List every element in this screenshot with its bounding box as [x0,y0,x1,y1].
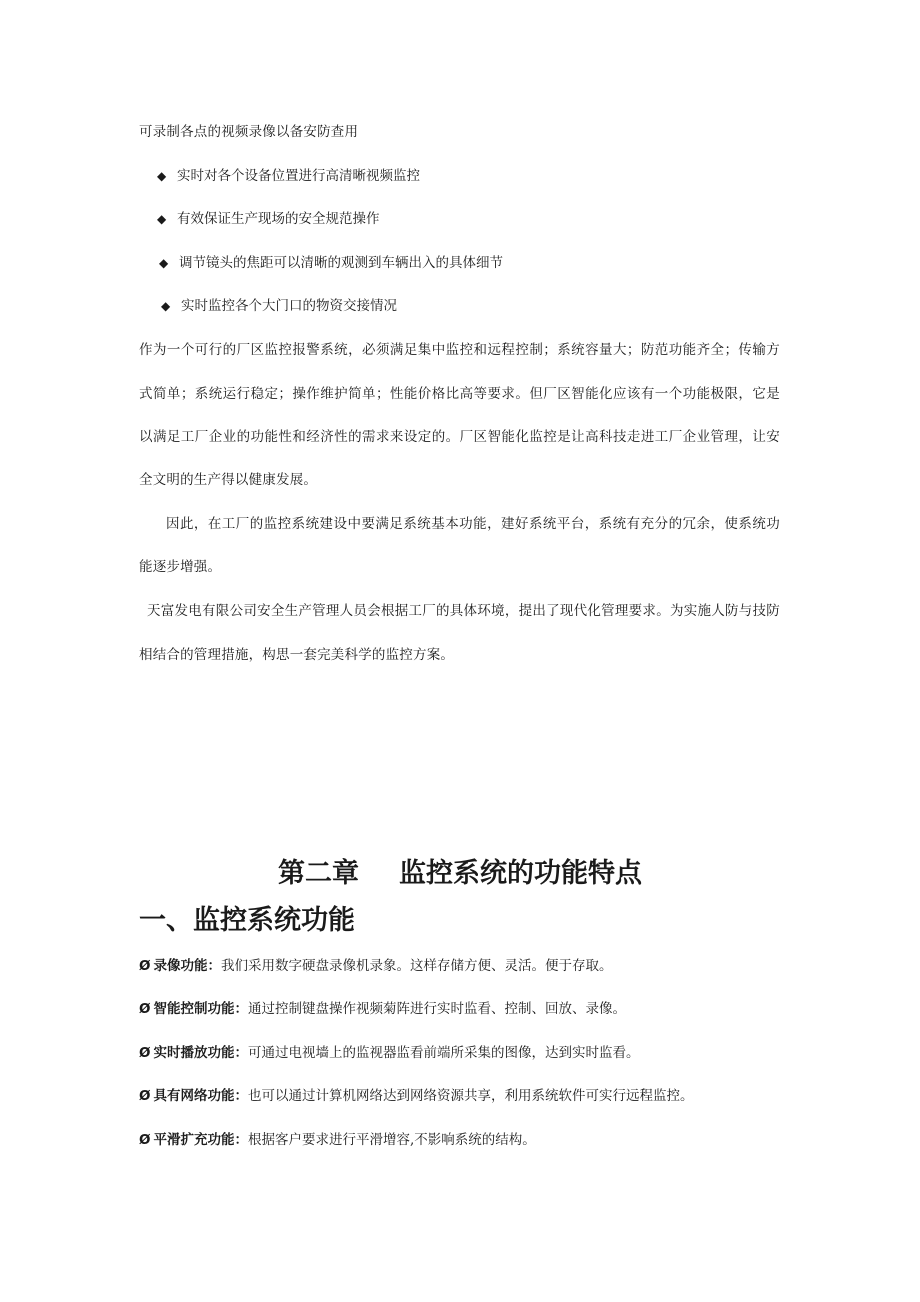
paragraph-1-line: 以满足工厂企业的功能性和经济性的需求来设定的。厂区智能化监控是让高科技走进工厂企业管理，让安 [139,429,780,445]
diamond-bullet-icon: ◆ [161,299,171,313]
feature-item [139,1043,639,1063]
arrow-bullet-icon: Ø [139,958,151,974]
feature-desc: 也可以通过计算机网络达到网络资源共享，利用系统软件可实行远程监控。 [247,1088,694,1104]
feature-name: 具有网络功能： [153,1088,248,1104]
chapter-number: 第二章 [278,858,359,889]
feature-desc: 通过控制键盘操作视频菊阵进行实时监看、控制、回放、录像。 [247,1001,626,1017]
paragraph-2-line: 能逐步增强。 [139,559,222,575]
section-heading: 一、监控系统功能 [139,905,355,936]
feature-desc: 可通过电视墙上的监视器监看前端所采集的图像，达到实时监看。 [247,1045,640,1061]
intro-line: 可录制各点的视频录像以备安防查用 [139,124,359,140]
paragraph-1-line: 全文明的生产得以健康发展。 [139,472,318,488]
diamond-bullet-icon: ◆ [159,256,169,270]
bullet-item [157,209,380,229]
feature-item [139,1086,693,1106]
paragraph-3-line: 天富发电有限公司安全生产管理人员会根据工厂的具体环境，提出了现代化管理要求。为实施人防与技防 [147,603,780,619]
paragraph-3-line: 相结合的管理措施，构思一套完美科学的监控方案。 [139,647,455,663]
feature-item [139,999,626,1019]
feature-desc: 根据客户要求进行平滑增容,不影响系统的结构。 [247,1132,536,1148]
feature-name: 实时播放功能： [153,1045,248,1061]
bullet-item [161,296,397,316]
bullet-text: 实时监控各个大门口的物资交接情况 [181,298,397,314]
bullet-item [159,253,503,273]
paragraph-2-line: 因此，在工厂的监控系统建设中要满足系统基本功能，建好系统平台，系统有充分的冗余，使系统功 [166,516,780,532]
arrow-bullet-icon: Ø [139,1001,151,1017]
feature-name: 录像功能： [153,958,221,974]
feature-name: 智能控制功能： [153,1001,248,1017]
bullet-text: 调节镜头的焦距可以清晰的观测到车辆出入的具体细节 [179,255,503,271]
feature-item [139,1130,536,1150]
arrow-bullet-icon: Ø [139,1132,151,1148]
diamond-bullet-icon: ◆ [157,169,167,183]
chapter-heading [0,856,920,892]
diamond-bullet-icon: ◆ [157,212,167,226]
feature-item [139,956,612,976]
bullet-text: 实时对各个设备位置进行高清晰视频监控 [177,168,420,184]
arrow-bullet-icon: Ø [139,1045,151,1061]
paragraph-1-line: 作为一个可行的厂区监控报警系统，必须满足集中监控和远程控制；系统容量大；防范功能齐全；传输方 [139,342,780,358]
bullet-item [157,166,420,186]
arrow-bullet-icon: Ø [139,1088,151,1104]
chapter-title: 监控系统的功能特点 [399,858,642,889]
feature-name: 平滑扩充功能： [153,1132,248,1148]
bullet-text: 有效保证生产现场的安全规范操作 [177,211,380,227]
paragraph-1-line: 式简单；系统运行稳定；操作维护简单；性能价格比高等要求。但厂区智能化应该有一个功能极限，它是 [139,386,780,402]
feature-desc: 我们采用数字硬盘录像机录象。这样存储方便、灵活。便于存取。 [220,958,613,974]
